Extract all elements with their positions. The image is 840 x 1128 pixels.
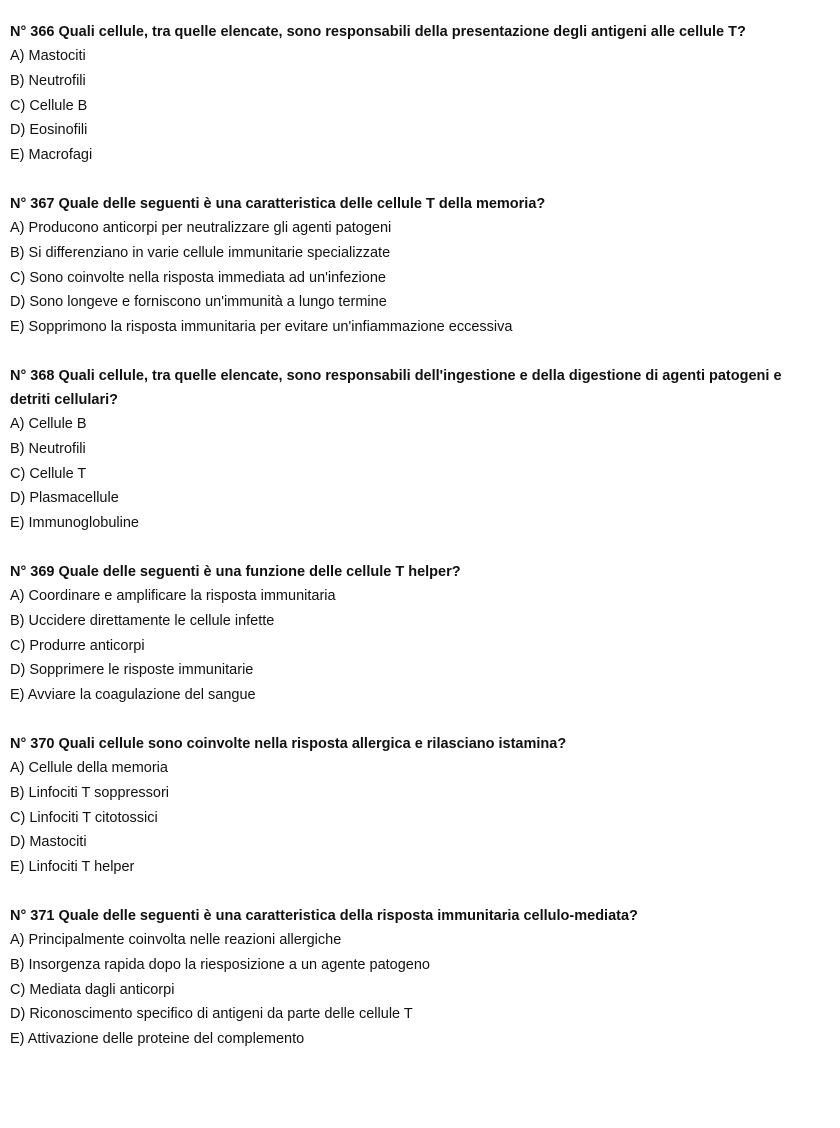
option-c: C) Cellule T bbox=[10, 465, 87, 482]
option-c: C) Produrre anticorpi bbox=[10, 637, 145, 654]
option-e: E) Immunoglobuline bbox=[10, 515, 139, 532]
option-e: E) Linfociti T helper bbox=[10, 859, 135, 876]
question-370 bbox=[10, 732, 820, 880]
question-text: N° 368 Quali cellule, tra quelle elencate, sono responsabili dell'ingestione e della digestione di agenti patogeni e detriti cellulari? bbox=[10, 367, 782, 408]
option-e: E) Avviare la coagulazione del sangue bbox=[10, 687, 256, 704]
option-c: C) Cellule B bbox=[10, 97, 88, 114]
option-a: A) Principalmente coinvolta nelle reazioni allergiche bbox=[10, 931, 342, 948]
option-e: E) Attivazione delle proteine del complemento bbox=[10, 1031, 305, 1048]
question-text: N° 371 Quale delle seguenti è una caratteristica della risposta immunitaria cellulo-mediata? bbox=[10, 907, 638, 924]
option-a: A) Producono anticorpi per neutralizzare gli agenti patogeni bbox=[10, 219, 392, 236]
option-a: A) Mastociti bbox=[10, 48, 86, 64]
option-c: C) Sono coinvolte nella risposta immediata ad un'infezione bbox=[10, 269, 386, 286]
quiz-page bbox=[10, 20, 820, 1076]
question-369 bbox=[10, 560, 820, 708]
option-d: D) Riconoscimento specifico di antigeni da parte delle cellule T bbox=[10, 1006, 413, 1023]
option-b: B) Insorgenza rapida dopo la riesposizione a un agente patogeno bbox=[10, 956, 430, 973]
option-d: D) Sono longeve e forniscono un'immunità a lungo termine bbox=[10, 294, 387, 311]
option-b: B) Si differenziano in varie cellule immunitarie specializzate bbox=[10, 244, 391, 261]
option-b: B) Uccidere direttamente le cellule infette bbox=[10, 612, 275, 629]
option-a: A) Cellule della memoria bbox=[10, 759, 168, 776]
option-a: A) Cellule B bbox=[10, 415, 87, 432]
option-d: D) Mastociti bbox=[10, 834, 87, 851]
question-text: N° 366 Quali cellule, tra quelle elencate, sono responsabili della presentazione degli antigeni alle cellule T? bbox=[10, 24, 746, 40]
option-b: B) Neutrofili bbox=[10, 440, 86, 457]
option-d: D) Sopprimere le risposte immunitarie bbox=[10, 662, 254, 679]
option-e: E) Sopprimono la risposta immunitaria per evitare un'infiammazione eccessiva bbox=[10, 319, 513, 336]
question-text: N° 370 Quali cellule sono coinvolte nella risposta allergica e rilasciano istamina? bbox=[10, 735, 567, 752]
question-371 bbox=[10, 904, 820, 1052]
option-b: B) Linfociti T soppressori bbox=[10, 784, 170, 801]
option-b: B) Neutrofili bbox=[10, 72, 86, 89]
option-d: D) Eosinofili bbox=[10, 122, 88, 139]
question-368 bbox=[10, 364, 820, 536]
option-e: E) Macrofagi bbox=[10, 147, 93, 164]
question-366 bbox=[10, 20, 820, 168]
option-c: C) Linfociti T citotossici bbox=[10, 809, 158, 826]
option-c: C) Mediata dagli anticorpi bbox=[10, 981, 175, 998]
question-367 bbox=[10, 192, 820, 340]
question-text: N° 369 Quale delle seguenti è una funzione delle cellule T helper? bbox=[10, 563, 461, 580]
option-a: A) Coordinare e amplificare la risposta immunitaria bbox=[10, 587, 336, 604]
option-d: D) Plasmacellule bbox=[10, 490, 119, 507]
question-text: N° 367 Quale delle seguenti è una caratteristica delle cellule T della memoria? bbox=[10, 195, 546, 212]
